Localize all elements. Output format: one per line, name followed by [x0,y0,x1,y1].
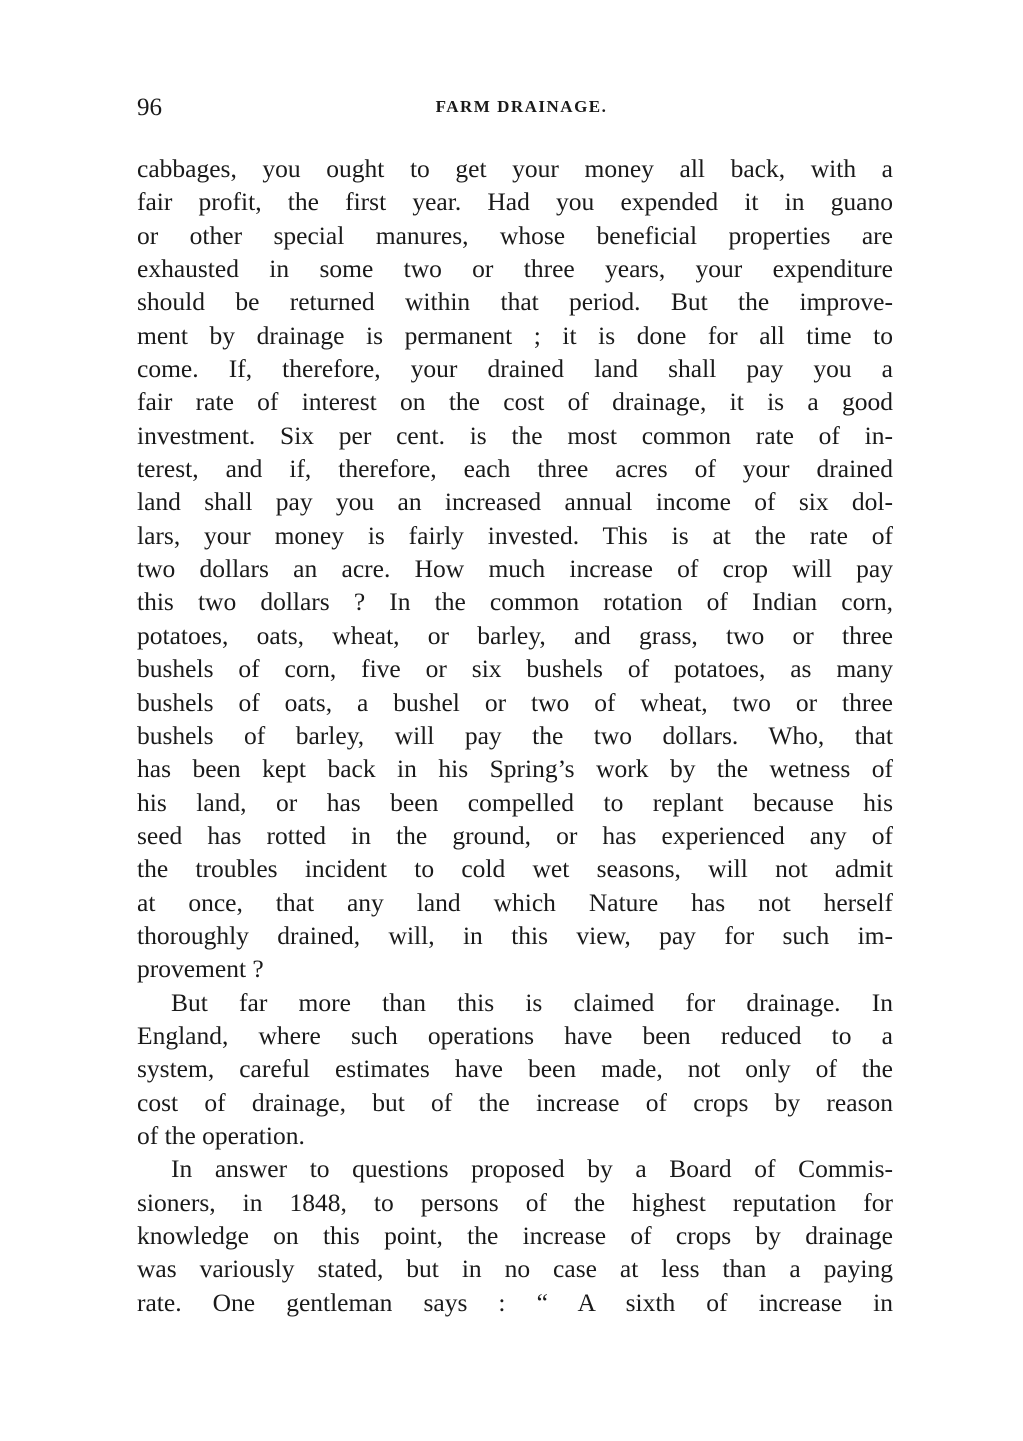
text-line: exhausted in some two or three years, your expenditure [137,254,893,284]
text-line: bushels of oats, a bushel or two of wheat, two or three [137,687,893,717]
paragraph [137,152,893,986]
text-line: land shall pay you an increased annual income of six dol- [137,487,893,517]
text-line: fair rate of interest on the cost of drainage, it is a good [137,387,893,417]
paragraph [137,986,893,1153]
text-line: fair profit, the first year. Had you expended it in guano [137,187,893,217]
text-line: sioners, in 1848, to persons of the highest reputation for [137,1187,893,1217]
text-line: seed has rotted in the ground, or has experienced any of [137,820,893,850]
text-line: terest, and if, therefore, each three acres of your drained [137,454,893,484]
text-line: But far more than this is claimed for drainage. In [171,987,893,1017]
paragraph [137,1152,893,1319]
text-line: rate. One gentleman says : “ A sixth of increase in [137,1287,893,1317]
text-line: investment. Six per cent. is the most common rate of in- [137,420,893,450]
page-number: 96 [137,94,162,121]
text-line: England, where such operations have been reduced to a [137,1020,893,1050]
text-line: the troubles incident to cold wet seasons, will not admit [137,854,893,884]
text-line: potatoes, oats, wheat, or barley, and grass, two or three [137,620,893,650]
text-line: lars, your money is fairly invested. This is at the rate of [137,520,893,550]
body-text [137,152,893,1319]
text-line: his land, or has been compelled to replant because his [137,787,893,817]
text-line: ment by drainage is permanent ; it is done for all time to [137,320,893,350]
text-line: was variously stated, but in no case at less than a paying [137,1254,893,1284]
text-line: knowledge on this point, the increase of crops by drainage [137,1221,893,1250]
text-line: provement ? [137,954,264,984]
running-title: FARM DRAINAGE. [435,97,608,116]
text-line: system, careful estimates have been made, not only of the [137,1054,893,1084]
text-line: bushels of corn, five or six bushels of potatoes, as many [137,654,893,684]
text-line: has been kept back in his Spring’s work by the wetness of [137,754,893,784]
text-line: come. If, therefore, your drained land shall pay you a [137,354,893,384]
text-line: thoroughly drained, will, in this view, pay for such im- [137,920,893,950]
text-line: cost of drainage, but of the increase of crops by reason [137,1087,893,1117]
text-line: this two dollars ? In the common rotation of Indian corn, [137,587,893,617]
text-line: at once, that any land which Nature has not herself [137,887,893,917]
text-line: cabbages, you ought to get your money all back, with a [137,154,893,183]
text-line: bushels of barley, will pay the two dollars. Who, that [137,720,893,750]
text-line: or other special manures, whose beneficial properties are [137,220,893,250]
text-line: of the operation. [137,1120,305,1150]
text-line: should be returned within that period. But the improve- [137,287,893,317]
text-line: two dollars an acre. How much increase of crop will pay [137,554,893,584]
text-line: In answer to questions proposed by a Board of Commis- [171,1154,893,1184]
